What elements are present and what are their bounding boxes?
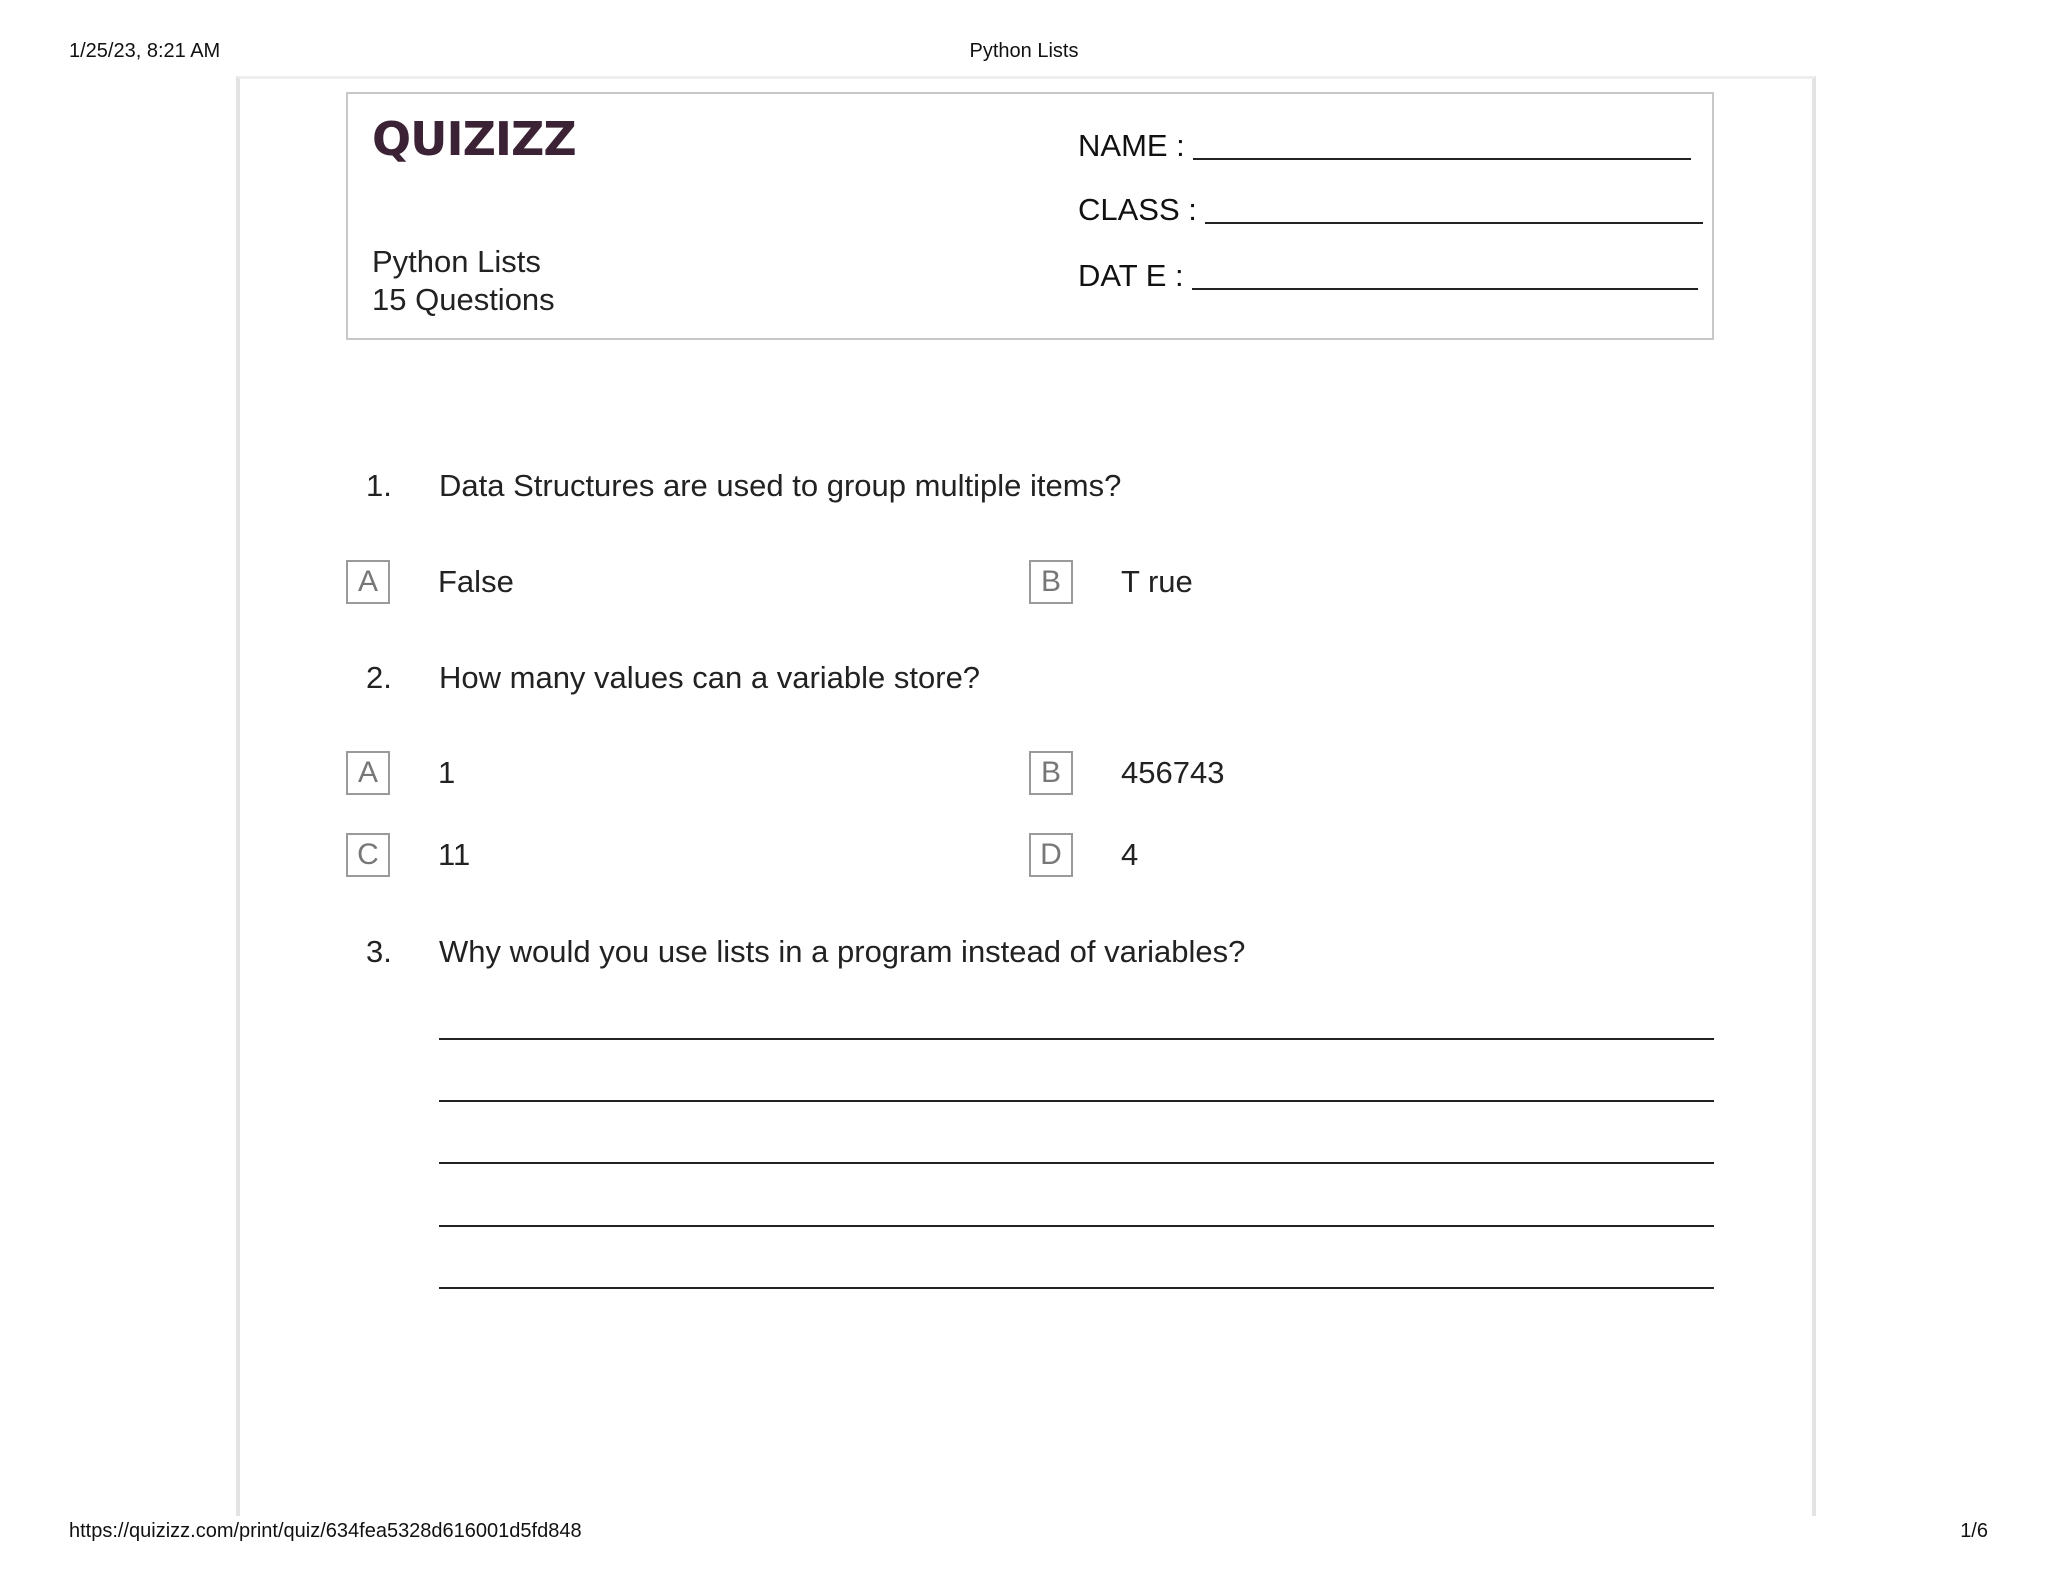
question-number: 3. [366, 934, 392, 969]
print-page-number: 1/6 [1960, 1520, 1988, 1542]
option-letter-box: A [346, 751, 390, 795]
date-label: DAT E : [1078, 258, 1184, 293]
answer-line[interactable] [439, 1162, 1714, 1164]
q2-option-c[interactable] [346, 833, 470, 877]
print-page-title: Python Lists [969, 40, 1079, 62]
option-text: 456743 [1121, 755, 1225, 790]
question-count: 15 Questions [372, 282, 555, 317]
answer-line[interactable] [439, 1225, 1714, 1227]
q1-option-a[interactable] [346, 560, 514, 604]
option-letter-box: D [1029, 833, 1073, 877]
option-text: False [438, 564, 514, 599]
option-letter-box: B [1029, 751, 1073, 795]
question-2 [366, 660, 980, 696]
q2-option-a[interactable] [346, 751, 455, 795]
answer-line[interactable] [439, 1100, 1714, 1102]
question-number: 2. [366, 660, 392, 695]
option-letter-box: A [346, 560, 390, 604]
print-datetime: 1/25/23, 8:21 AM [69, 40, 221, 62]
option-text: T rue [1121, 564, 1193, 599]
option-text: 4 [1121, 837, 1139, 872]
option-letter-box: C [346, 833, 390, 877]
worksheet-header [346, 92, 1714, 340]
quizizz-logo: QUIZIZZ [372, 112, 576, 166]
question-text: How many values can a variable store? [439, 660, 981, 695]
class-input-line[interactable] [1205, 222, 1703, 224]
quiz-title: Python Lists [372, 244, 541, 279]
class-label: CLASS : [1078, 192, 1197, 227]
name-field [1078, 128, 1691, 164]
print-url: https://quizizz.com/print/quiz/634fea5328d616001d5fd848 [69, 1520, 582, 1542]
name-input-line[interactable] [1193, 158, 1691, 160]
question-number: 1. [366, 468, 392, 503]
q2-option-d[interactable] [1029, 833, 1138, 877]
question-1 [366, 468, 1121, 504]
answer-line[interactable] [439, 1038, 1714, 1040]
q1-option-b[interactable] [1029, 560, 1193, 604]
class-field [1078, 192, 1703, 228]
q2-option-b[interactable] [1029, 751, 1224, 795]
answer-line[interactable] [439, 1287, 1714, 1289]
option-text: 1 [438, 755, 456, 790]
option-text: 11 [438, 837, 471, 872]
date-input-line[interactable] [1192, 288, 1698, 290]
question-text: Why would you use lists in a program instead of variables? [439, 934, 1246, 969]
option-letter-box: B [1029, 560, 1073, 604]
name-label: NAME : [1078, 128, 1185, 163]
date-field [1078, 258, 1698, 294]
question-3 [366, 934, 1245, 970]
question-text: Data Structures are used to group multiple items? [439, 468, 1122, 503]
